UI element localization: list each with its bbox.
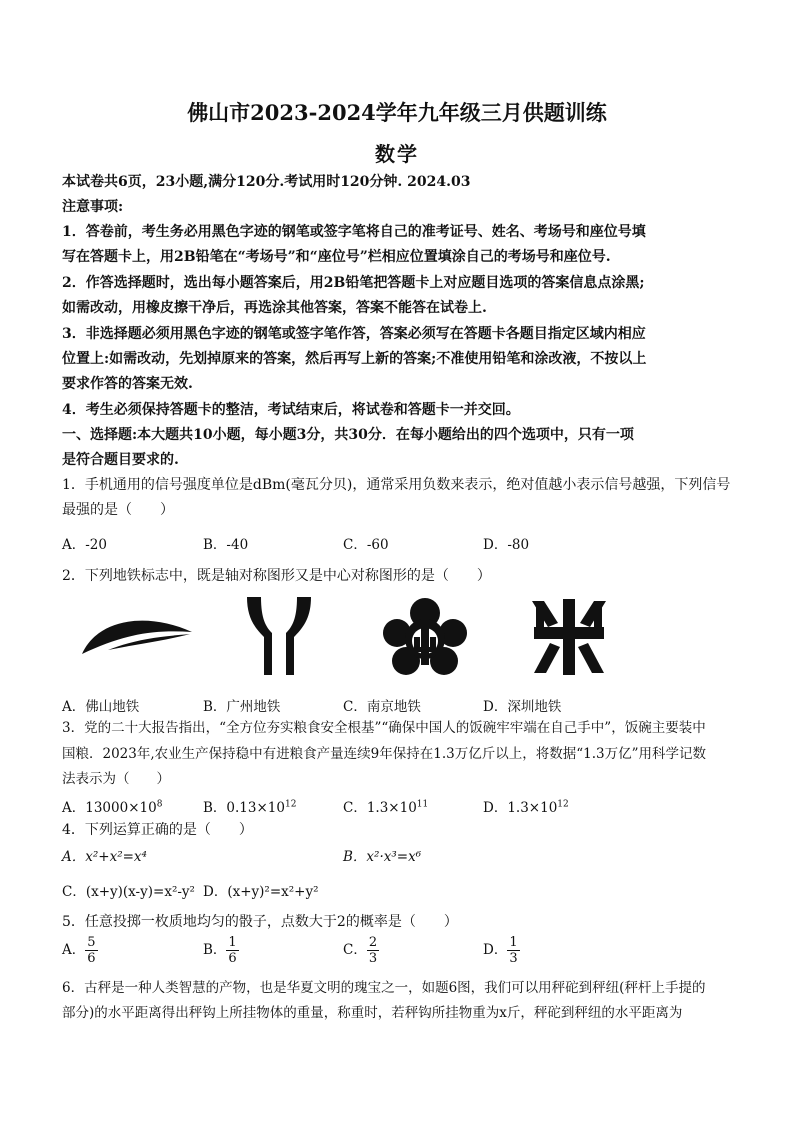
- fraction: $\frac{2}{3}$: [368, 935, 378, 966]
- question-5-text: 5．任意投掷一枚质地均匀的骰子，点数大于2的概率是（ ）: [62, 914, 458, 930]
- notice-line: 写在答题卡上，用2B铅笔在“考场号”和“座位号”栏相应位置填涂自己的考场号和座位号.: [62, 249, 611, 265]
- question-3-text: 法表示为（ ）: [62, 771, 170, 787]
- question-6-text: 6．古秤是一种人类智慧的产物，也是华夏文明的瑰宝之一，如题6图，我们可以用秤砣到秤纽(秤杆上手提的: [62, 980, 706, 996]
- q1-option-a: A．-20: [62, 537, 107, 553]
- nanjing-metro-logo: [382, 597, 468, 677]
- q5-option-c: C． $\frac{2}{3}$: [343, 935, 378, 966]
- question-2-text: 2．下列地铁标志中，既是轴对称图形又是中心对称图形的是（ ）: [62, 568, 491, 584]
- q2-option-b: B．广州地铁: [203, 699, 281, 715]
- q2-option-d: D．深圳地铁: [483, 699, 562, 715]
- question-3-text: 国粮．2023年,农业生产保持稳中有进粮食产量连续9年保持在1.3万亿斤以上，将数据“1.3万亿”用科学记数: [62, 746, 706, 762]
- section-heading: 一、选择题:本大题共10小题，每小题3分，共30分．在每小题给出的四个选项中，只有一项: [62, 427, 634, 443]
- exam-title: 佛山市2023-2024学年九年级三月供题训练: [187, 100, 607, 125]
- question-1-text: 最强的是（ ）: [62, 502, 174, 518]
- q3-option-c: C．$1.3\times 10^{11}$: [343, 799, 429, 816]
- q5-option-b: B． $\frac{1}{6}$: [203, 935, 237, 966]
- exam-info: 本试卷共6页，23小题,满分120分.考试用时120分钟. 2024.03: [62, 174, 471, 190]
- notice-line: 位置上:如需改动，先划掉原来的答案，然后再写上新的答案;不准使用铅笔和涂改液，不按以上: [62, 351, 647, 367]
- fraction: $\frac{1}{6}$: [228, 935, 237, 966]
- question-6-text: 部分)的水平距离得出秤钩上所挂物体的重量，称重时，若秤钩所挂物重为x斤，秤砣到秤纽的水平距离为: [62, 1005, 683, 1021]
- q4-option-b: B．x²·x³=x⁶: [343, 849, 422, 865]
- notice-title: 注意事项:: [62, 199, 124, 215]
- q2-option-a: A．佛山地铁: [62, 699, 140, 715]
- guangzhou-metro-logo: [244, 597, 314, 677]
- question-3-text: 3．党的二十大报告指出，“全方位夯实粮食安全根基”“确保中国人的饭碗牢牢端在自己手中”，饭碗主要装中: [62, 720, 706, 736]
- section-heading: 是符合题目要求的.: [62, 452, 179, 468]
- notice-line: 如需改动，用橡皮擦干净后，再选涂其他答案，答案不能答在试卷上.: [62, 300, 487, 316]
- shenzhen-metro-logo: [530, 597, 608, 677]
- question-1-text: 1．手机通用的信号强度单位是dBm(毫瓦分贝)，通常采用负数来表示，绝对值越小表示信号越强，下列信号: [62, 477, 731, 493]
- fraction: $\frac{1}{3}$: [509, 935, 518, 966]
- notice-line: 3．非选择题必须用黑色字迹的钢笔或签字笔作答，答案必须写在答题卡各题目指定区域内相应: [62, 326, 646, 342]
- q3-option-a: A．$13000\times 10^8$: [62, 799, 163, 816]
- notice-line: 2．作答选择题时，选出每小题答案后，用2B铅笔把答题卡上对应题目选项的答案信息点涂黑;: [62, 275, 645, 291]
- foshan-metro-logo: [78, 610, 196, 660]
- q1-option-b: B．-40: [203, 537, 249, 553]
- q3-option-d: D．$1.3\times 10^{12}$: [483, 799, 569, 816]
- notice-line: 要求作答的答案无效.: [62, 376, 193, 392]
- q3-option-b: B．$0.13\times 10^{12}$: [203, 799, 297, 816]
- q4-option-d: D．(x+y)²=x²+y²: [203, 884, 319, 900]
- exam-subject: 数学: [375, 142, 419, 166]
- fraction: $\frac{5}{6}$: [87, 935, 96, 966]
- q4-option-c: C．(x+y)(x-y)=x²-y²: [62, 884, 195, 900]
- notice-line: 4．考生必须保持答题卡的整洁，考试结束后，将试卷和答题卡一并交回。: [62, 402, 520, 418]
- q2-option-c: C．南京地铁: [343, 699, 421, 715]
- q5-option-a: A． $\frac{5}{6}$: [62, 935, 96, 966]
- q4-option-a: A．x²+x²=x⁴: [62, 849, 147, 865]
- q5-option-d: D． $\frac{1}{3}$: [483, 935, 518, 966]
- q1-option-c: C．-60: [343, 537, 389, 553]
- q1-option-d: D．-80: [483, 537, 530, 553]
- question-4-text: 4．下列运算正确的是（ ）: [62, 822, 253, 838]
- notice-line: 1．答卷前，考生务必用黑色字迹的钢笔或签字笔将自己的准考证号、姓名、考场号和座位号填: [62, 224, 646, 240]
